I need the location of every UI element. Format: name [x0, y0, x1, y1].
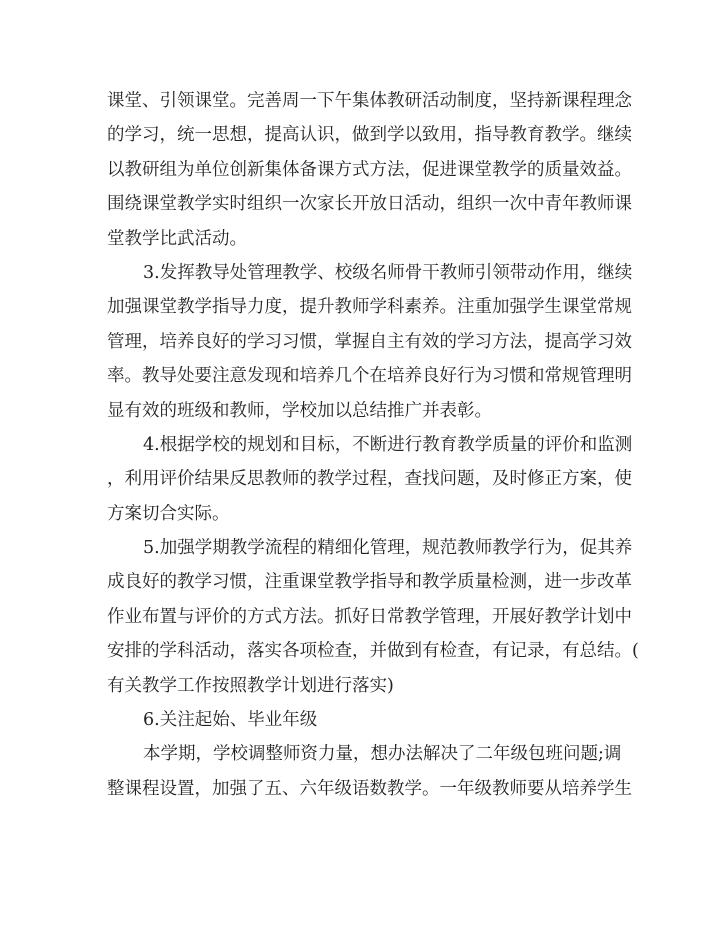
text-line-13: 方案切合实际。: [107, 503, 230, 524]
text-line-14: 5.加强学期教学流程的精细化管理，规范教师教学行为，促其养: [143, 538, 633, 559]
text-line-10: 显有效的班级和教师，学校加以总结推广并表彰。: [107, 400, 492, 421]
text-line-11: 4.根据学校的规划和目标，不断进行教育教学质量的评价和监测: [143, 434, 633, 455]
text-line-2: 的学习，统一思想，提高认识，做到学以致用，指导教育教学。继续: [107, 125, 632, 146]
text-line-18: 有关教学工作按照教学计划进行落实): [107, 675, 394, 696]
text-line-12: ，利用评价结果反思教师的教学过程，查找问题，及时修正方案，使: [107, 469, 632, 490]
text-line-21: 整课程设置，加强了五、六年级语数教学。一年级教师要从培养学生: [107, 778, 632, 799]
text-line-7: 加强课堂教学指导力度，提升教师学科素养。注重加强学生课堂常规: [107, 297, 632, 318]
text-line-17: 安排的学科活动，落实各项检查，并做到有检查，有记录，有总结。(: [107, 641, 639, 662]
text-line-20: 本学期，学校调整师资力量，想办法解决了二年级包班问题;调: [143, 744, 622, 765]
text-line-1: 课堂、引领课堂。完善周一下午集体教研活动制度，坚持新课程理念: [107, 91, 632, 111]
text-line-8: 管理，培养良好的学习习惯，掌握自主有效的学习方法，提高学习效: [107, 331, 632, 352]
text-line-19: 6.关注起始、毕业年级: [143, 710, 318, 731]
text-line-15: 成良好的教学习惯，注重课堂教学指导和教学质量检测，进一步改革: [107, 572, 632, 593]
text-line-9: 率。教导处要注意发现和培养几个在培养良好行为习惯和常规管理明: [107, 366, 632, 387]
text-line-5: 堂教学比武活动。: [107, 228, 247, 249]
text-line-4: 围绕课堂教学实时组织一次家长开放日活动，组织一次中青年教师课: [107, 194, 632, 215]
text-line-6: 3.发挥教导处管理教学、校级名师骨干教师引领带动作用，继续: [143, 262, 633, 283]
text-line-16: 作业布置与评价的方式方法。抓好日常教学管理，开展好教学计划中: [107, 606, 632, 627]
document-body: [107, 84, 639, 806]
text-line-3: 以教研组为单位创新集体备课方式方法，促进课堂教学的质量效益。: [107, 159, 632, 180]
